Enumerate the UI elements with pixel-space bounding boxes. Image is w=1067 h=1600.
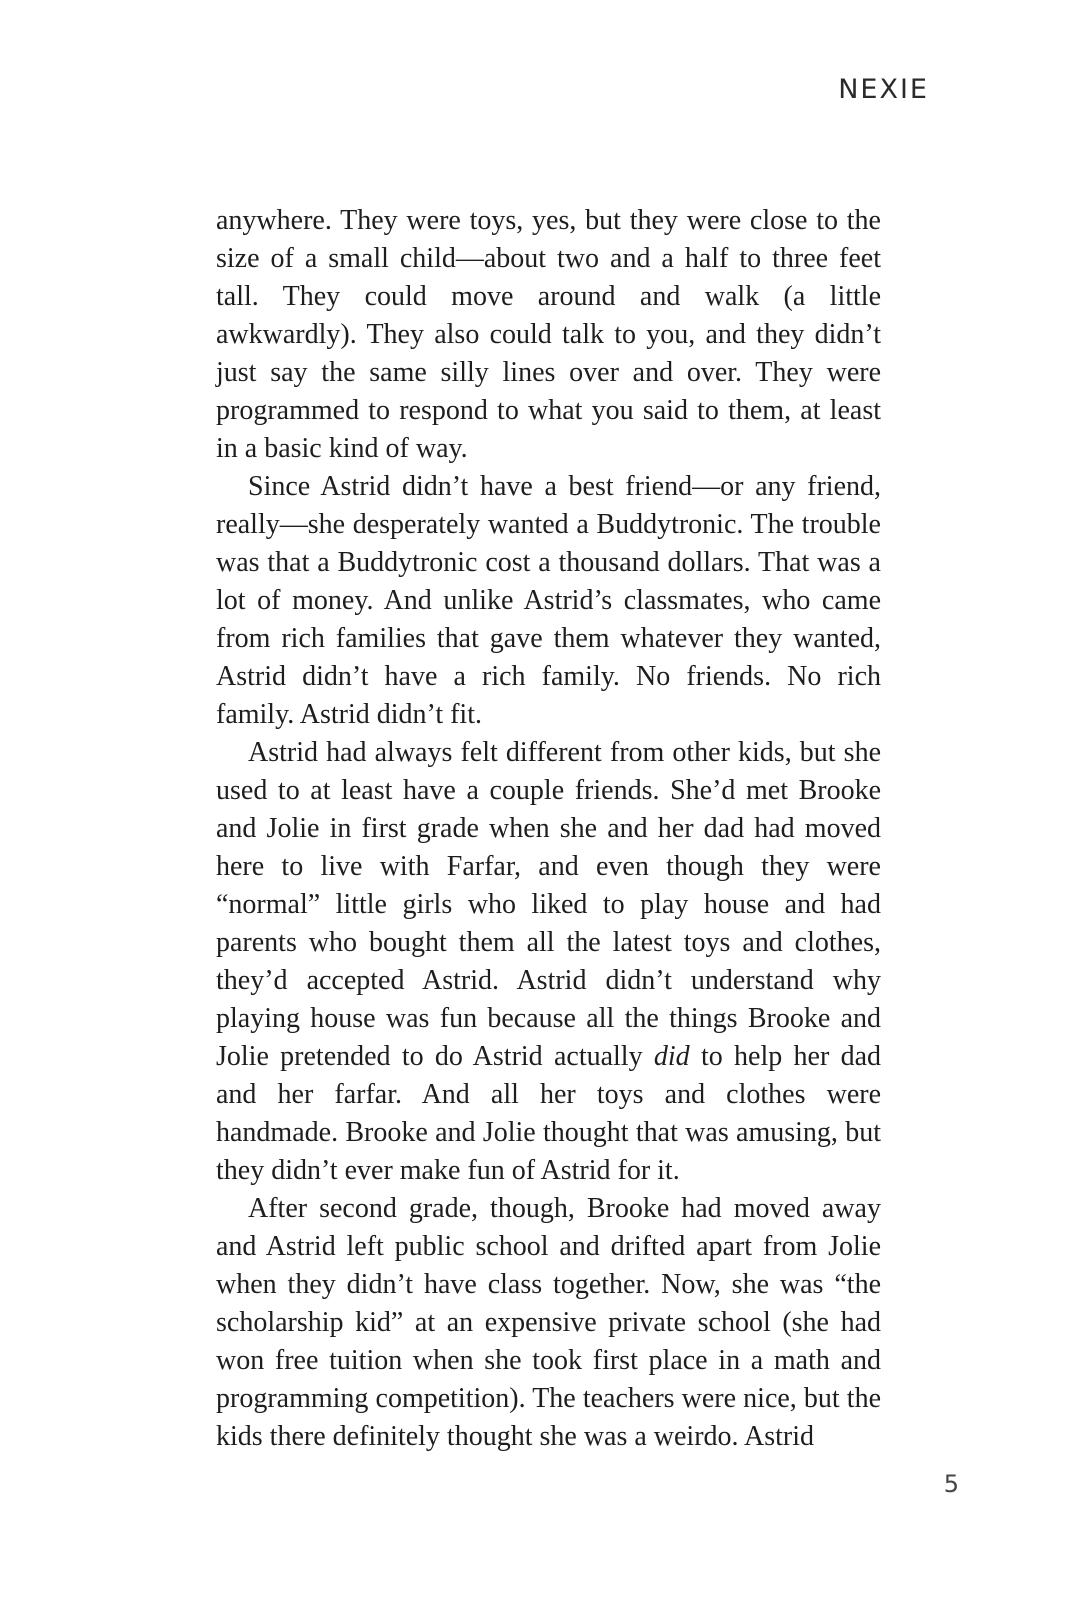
paragraph-3-italic-word: did (653, 1041, 690, 1072)
paragraph-4: After second grade, though, Brooke had moved away and Astrid left public school and drifted apart from Jolie when they didn’t have class together. Now, she was “the scholarship kid” at an expensive private school (she had won free tuition when she took first place in a math and programming competition). The teachers were nice, but the kids there definitely thought she was a weirdo. Astrid (216, 1193, 881, 1452)
paragraph-2: Since Astrid didn’t have a best friend—or any friend, really—she desperately wanted a Buddytronic. The trouble was that a Buddytronic cost a thousand dollars. That was a lot of money. And unlike Astrid’s classmates, who came from rich families that gave them whatever they wanted, Astrid didn’t have a rich family. No friends. No rich family. Astrid didn’t fit. (216, 471, 881, 730)
body-text (216, 202, 881, 1456)
paragraph-3-text-before-italic: Astrid had always felt different from other kids, but she used to at least have a couple friends. She’d met Brooke and Jolie in first grade when she and her dad had moved here to live with Farfar, and even though they were “normal” little girls who liked to play house and had parents who bought them all the latest toys and clothes, they’d accepted Astrid. Astrid didn’t understand why playing house was fun because all the things Brooke and Jolie pretended to do Astrid actually (216, 737, 881, 1072)
running-head-title: NEXIE (838, 74, 929, 105)
paragraph-3-text-after-italic: to help her dad and her farfar. And all her toys and clothes were handmade. Brooke and Jolie thought that was amusing, but they didn’t ever make fun of Astrid for it. (216, 1041, 882, 1186)
paragraph-3 (216, 734, 881, 1190)
page-number: 5 (943, 1470, 959, 1498)
paragraph-1: anywhere. They were toys, yes, but they were close to the size of a small child—about two and a half to three feet tall. They could move around and walk (a little awkwardly). They also could talk to you, and they didn’t just say the same silly lines over and over. They were programmed to respond to what you said to them, at least in a basic kind of way. (216, 205, 881, 464)
